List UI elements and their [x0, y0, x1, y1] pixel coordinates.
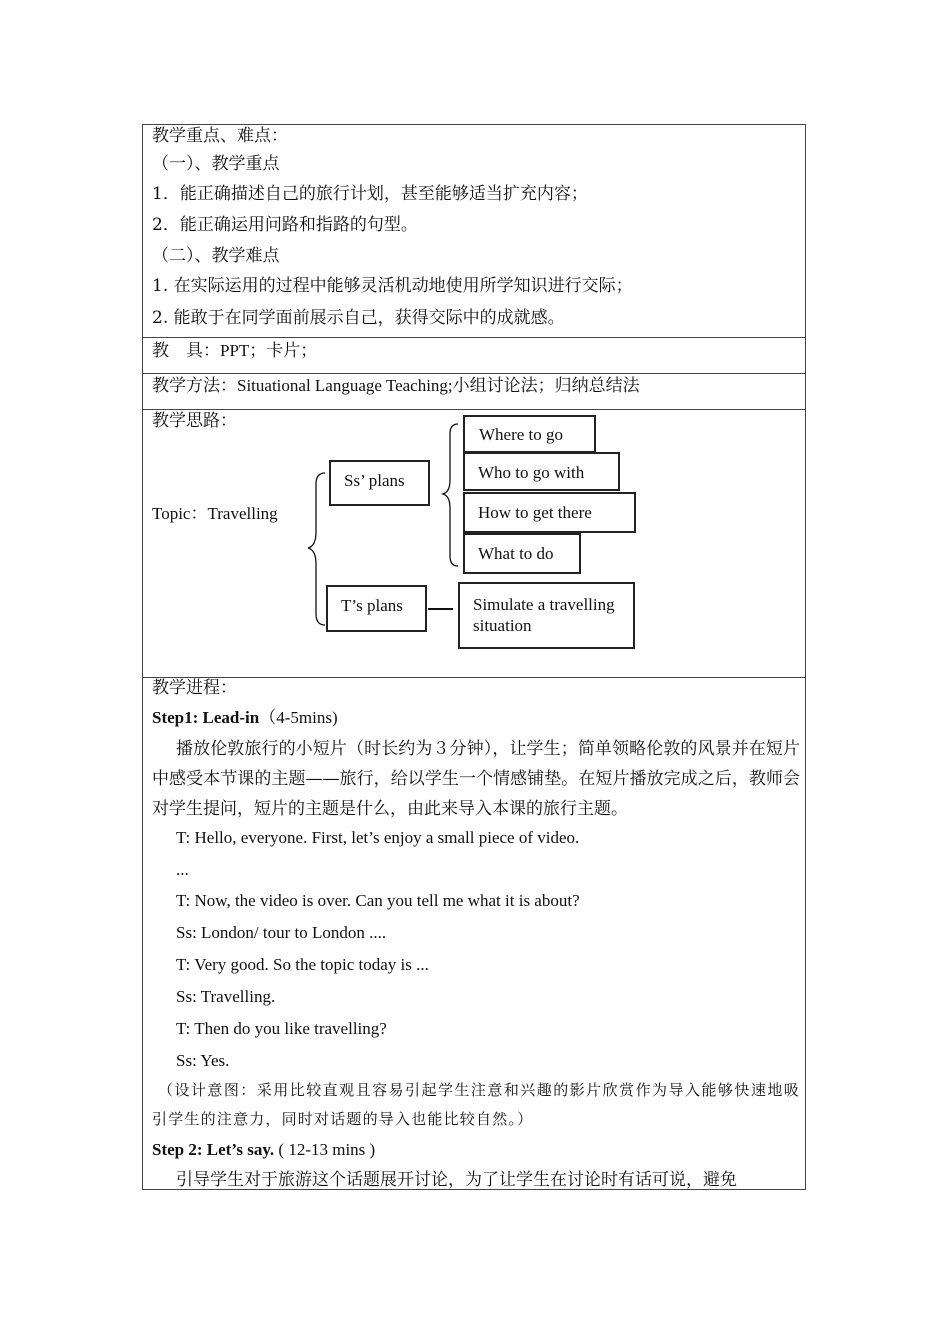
step2-heading [152, 1140, 375, 1160]
ss-item-box [463, 415, 596, 453]
focus-item: 2．能正确运用问路和指路的句型。 [152, 215, 418, 235]
ss-item-box [463, 533, 581, 574]
ss-plans-box [329, 460, 430, 506]
dialogue-line: Ss: Travelling. [176, 987, 276, 1006]
step1-title: Step1: Lead-in [152, 708, 260, 727]
difficulty-item: 2. 能敢于在同学面前展示自己，获得交际中的成就感。 [152, 308, 565, 328]
design-note: （设计意图：采用比较直观且容易引起学生注意和兴趣的影片欣赏作为导入能够快速地吸引学生的注意力，同时对话题的导入也能比较自然。） [152, 1081, 800, 1128]
dialogue-line: T: Now, the video is over. Can you tell me what it is about? [176, 891, 580, 910]
dialogue-line: T: Hello, everyone. First, let’s enjoy a small piece of video. [176, 828, 580, 847]
step2-time: ( 12-13 mins ) [274, 1140, 376, 1159]
ss-item-who: Who to go with [478, 463, 585, 482]
main-brace [308, 473, 325, 625]
ss-item-what: What to do [478, 544, 554, 563]
tools-value: PPT；卡片； [220, 341, 318, 360]
methods-label: 教学方法： [152, 376, 237, 396]
focus-title: （一）、教学重点 [152, 154, 280, 174]
difficulty-title: （二）、教学难点 [152, 246, 280, 266]
dialogue-line: T: Very good. So the topic today is ... [176, 955, 429, 974]
dialogue-line: Ss: London/ tour to London .... [176, 923, 387, 942]
step2-description: 引导学生对于旅游这个话题展开讨论，为了让学生在讨论时有话可说，避免 [176, 1170, 737, 1190]
ss-item-box [463, 452, 620, 491]
ss-plans-label: Ss’ plans [344, 471, 405, 490]
topic-label: Topic：Travelling [152, 504, 278, 523]
dialogue-line: ... [176, 860, 189, 879]
methods-value: Situational Language Teaching;小组讨论法；归纳总结法 [237, 376, 640, 395]
process-heading: 教学进程： [152, 678, 237, 698]
key-points-heading: 教学重点、难点： [152, 126, 288, 146]
ss-brace [443, 424, 458, 566]
ss-item-where: Where to go [479, 425, 564, 444]
focus-item: 1．能正确描述自己的旅行计划，甚至能够适当扩充内容； [152, 184, 588, 204]
thinking-heading: 教学思路： [152, 411, 237, 431]
difficulty-item: 1. 在实际运用的过程中能够灵活机动地使用所学知识进行交际； [152, 276, 633, 296]
ss-item-box [463, 492, 636, 533]
t-plans-label: T’s plans [341, 596, 403, 615]
ss-item-how: How to get there [478, 503, 592, 522]
tools-label: 教 具： [152, 341, 220, 361]
dialogue-line: T: Then do you like travelling? [176, 1019, 387, 1038]
t-item-label: Simulate a travelling situation [473, 595, 615, 635]
step2-title: Step 2: Let’s say. [152, 1140, 275, 1159]
dialogue-line: Ss: Yes. [176, 1051, 230, 1070]
step1-time: （4-5mins) [259, 708, 338, 727]
t-item-box [458, 582, 635, 649]
step1-description: 播放伦敦旅行的小短片（时长约为３分钟），让学生；简单领略伦敦的风景并在短片中感受本节课的主题——旅行，给以学生一个情感铺垫。在短片播放完成之后，教师会对学生提问，短片的主题是什么，由此来导入本课的旅行主题。 [152, 739, 800, 819]
step1-heading [152, 708, 338, 728]
t-plans-box [326, 585, 427, 632]
